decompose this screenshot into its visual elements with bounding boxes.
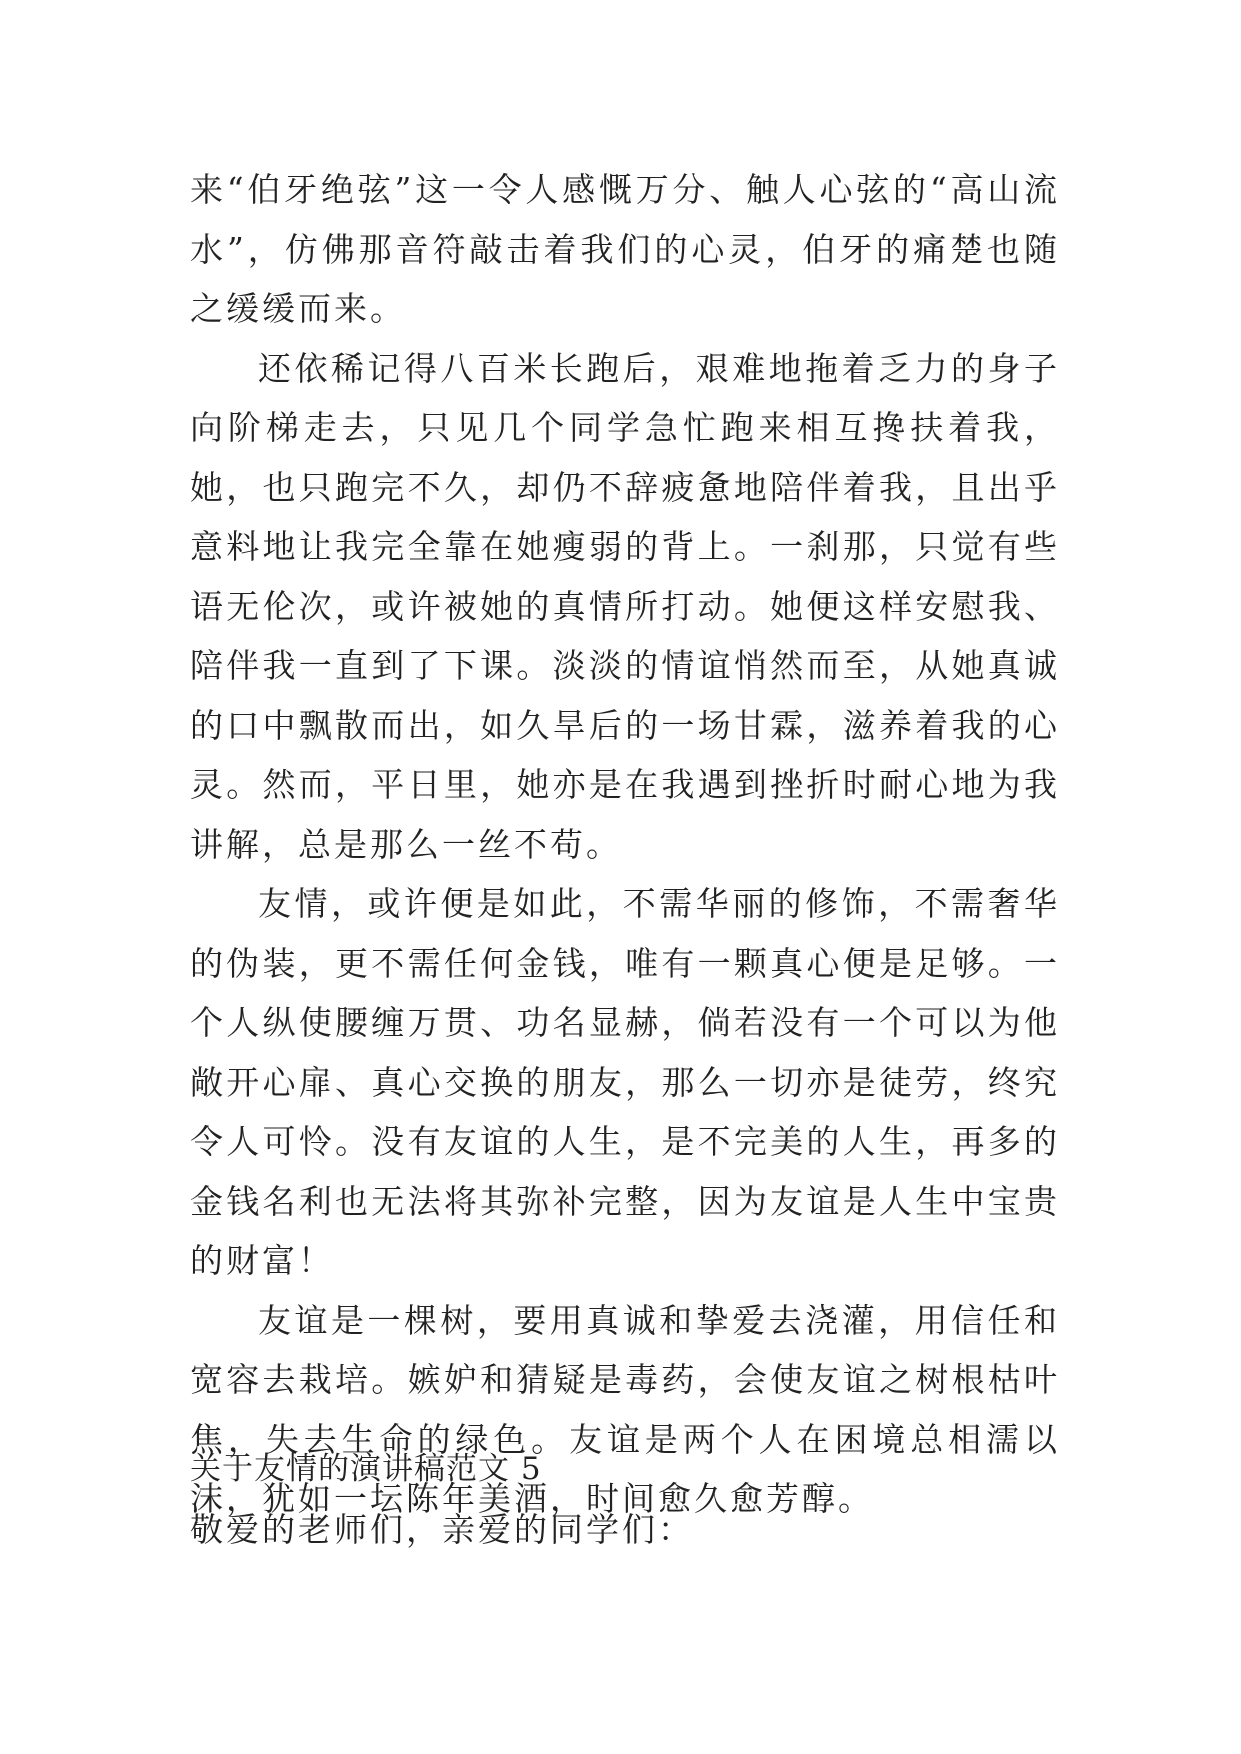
document-body bbox=[190, 160, 1060, 1529]
paragraph-3: 友情，或许便是如此，不需华丽的修饰，不需奢华的伪装，更不需任何金钱，唯有一颗真心便是足够。一个人纵使腰缠万贯、功名显赫，倘若没有一个可以为他敞开心扉、真心交换的朋友，那么一切亦是徒劳，终究令人可怜。没有友谊的人生，是不完美的人生，再多的金钱名利也无法将其弥补完整，因为友谊是人生中宝贵的财富！ bbox=[190, 884, 1060, 1280]
paragraph-4: 友谊是一棵树，要用真诚和挚爱去浇灌，用信任和宽容去栽培。嫉妒和猜疑是毒药，会使友谊之树根枯叶焦，失去生命的绿色。友谊是两个人在困境总相濡以沫，犹如一坛陈年美酒，时间愈久愈芳醇。 bbox=[190, 1300, 1060, 1518]
section-title: 关于友情的演讲稿范文 5 bbox=[190, 1451, 542, 1487]
paragraph-2: 还依稀记得八百米长跑后，艰难地拖着乏力的身子向阶梯走去，只见几个同学急忙跑来相互搀扶着我，她，也只跑完不久，却仍不辞疲惫地陪伴着我，且出乎意料地让我完全靠在她瘦弱的背上。一刹那，只觉有些语无伦次，或许被她的真情所打动。她便这样安慰我、陪伴我一直到了下课。淡淡的情谊悄然而至，从她真诚的口中飘散而出，如久旱后的一场甘霖，滋养着我的心灵。然而，平日里，她亦是在我遇到挫折时耐心地为我讲解，总是那么一丝不苟。 bbox=[190, 348, 1060, 864]
paragraph-1: 来“伯牙绝弦”这一令人感慨万分、触人心弦的“高山流水”，仿佛那音符敲击着我们的心灵，伯牙的痛楚也随之缓缓而来。 bbox=[190, 170, 1060, 328]
salutation: 敬爱的老师们，亲爱的同学们： bbox=[190, 1509, 694, 1549]
next-section bbox=[190, 1440, 1060, 1559]
